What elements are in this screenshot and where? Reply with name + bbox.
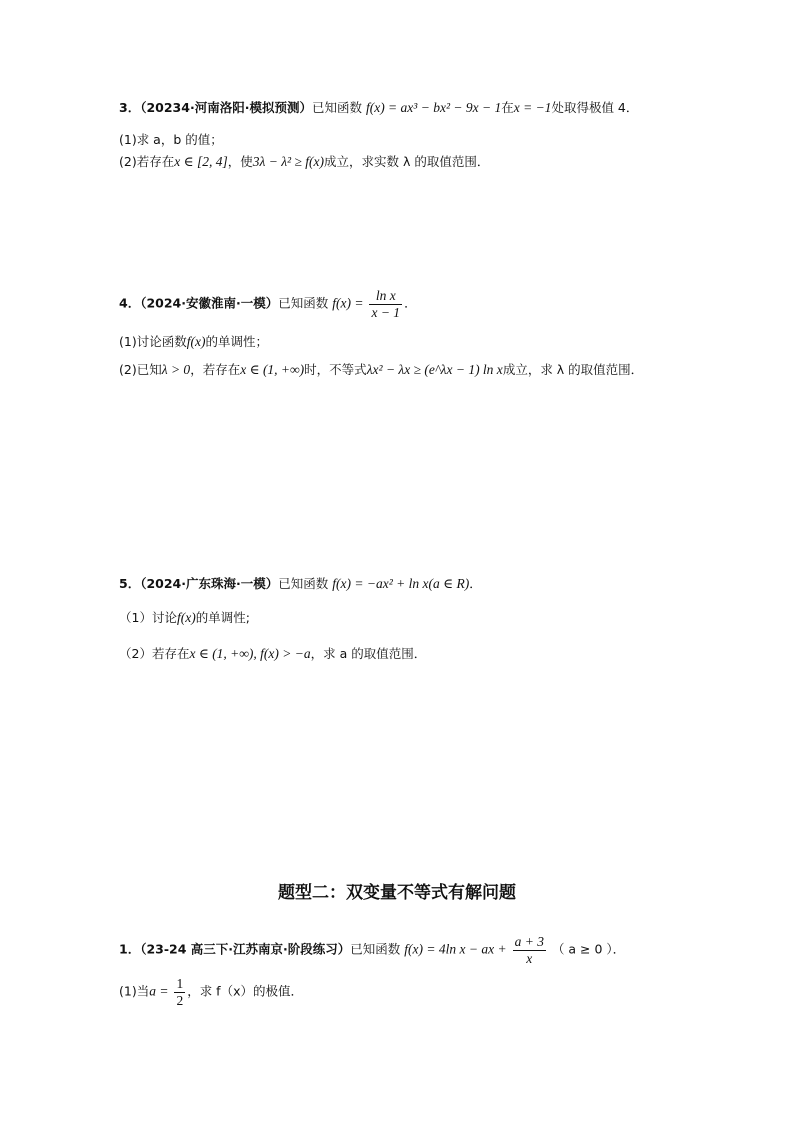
problem-source: （23-24 高三下·江苏南京·阶段练习）: [140, 941, 351, 957]
problem-5-part-1: （1）讨论f(x)的单调性;: [119, 610, 250, 625]
problem-3-part-2: (2)若存在x ∈ [2, 4]，使3λ − λ² ≥ f(x)成立，求实数 λ 的取值范围．: [119, 154, 490, 169]
problem-5-statement: 5．（2024·广东珠海·一模）已知函数 f(x) = −ax² + ln x(a ∈ R)．: [119, 576, 482, 591]
problem-3-statement: 3．（20234·河南洛阳·模拟预测）已知函数 f(x) = ax³ − bx² − 9x − 1在x = −1处取得极值 4．: [119, 100, 639, 115]
problem-source: （2024·安徽淮南·一模）: [140, 295, 279, 311]
problem-source: （2024·广东珠海·一模）: [140, 576, 279, 591]
problem-3-part-1: (1)求 a，b 的值；: [119, 132, 223, 147]
problem-4-part-1: (1)讨论函数f(x)的单调性；: [119, 334, 268, 349]
problem-number: 1．: [119, 941, 141, 957]
problem-number: 3．: [119, 100, 141, 115]
fraction: $\frac{a + 3}{x}$: [514, 934, 544, 966]
problem-4-part-2: (2)已知λ > 0，若存在x ∈ (1, +∞)时，不等式λx² − λx ≥ (e^λx − 1) ln x成立，求 λ 的取值范围．: [119, 362, 644, 377]
fraction: $\frac{1}{2}$: [176, 976, 184, 1008]
function-formula: f(x) = −ax² + ln x(a ∈ R): [332, 576, 470, 591]
section-title: 题型二：双变量不等式有解问题: [278, 883, 516, 903]
problem-source: （20234·河南洛阳·模拟预测）: [140, 100, 312, 115]
fraction: $\frac{\text{ln x}}{x - 1}$: [371, 288, 401, 320]
problem-number: 5．: [119, 576, 141, 591]
problem-number: 4．: [119, 295, 141, 311]
problem-4-statement: 4．（2024·安徽淮南·一模）已知函数 f(x) = $\frac{\text{ln x}}{x - 1}$ ．: [119, 288, 417, 320]
section-2-problem-1-part-1: (1)当a = $\frac{1}{2}$ ，求 f（x）的极值．: [119, 976, 303, 1008]
function-formula: f(x) = ax³ − bx² − 9x − 1: [365, 100, 502, 115]
section-2-problem-1-statement: 1．（23-24 高三下·江苏南京·阶段练习）已知函数 f(x) = 4ln x − ax + $\frac{a + 3}{x}$ （ a ≥ 0 ）．: [119, 934, 626, 966]
problem-5-part-2: （2）若存在x ∈ (1, +∞), f(x) > −a，求 a 的取值范围．: [119, 646, 427, 661]
